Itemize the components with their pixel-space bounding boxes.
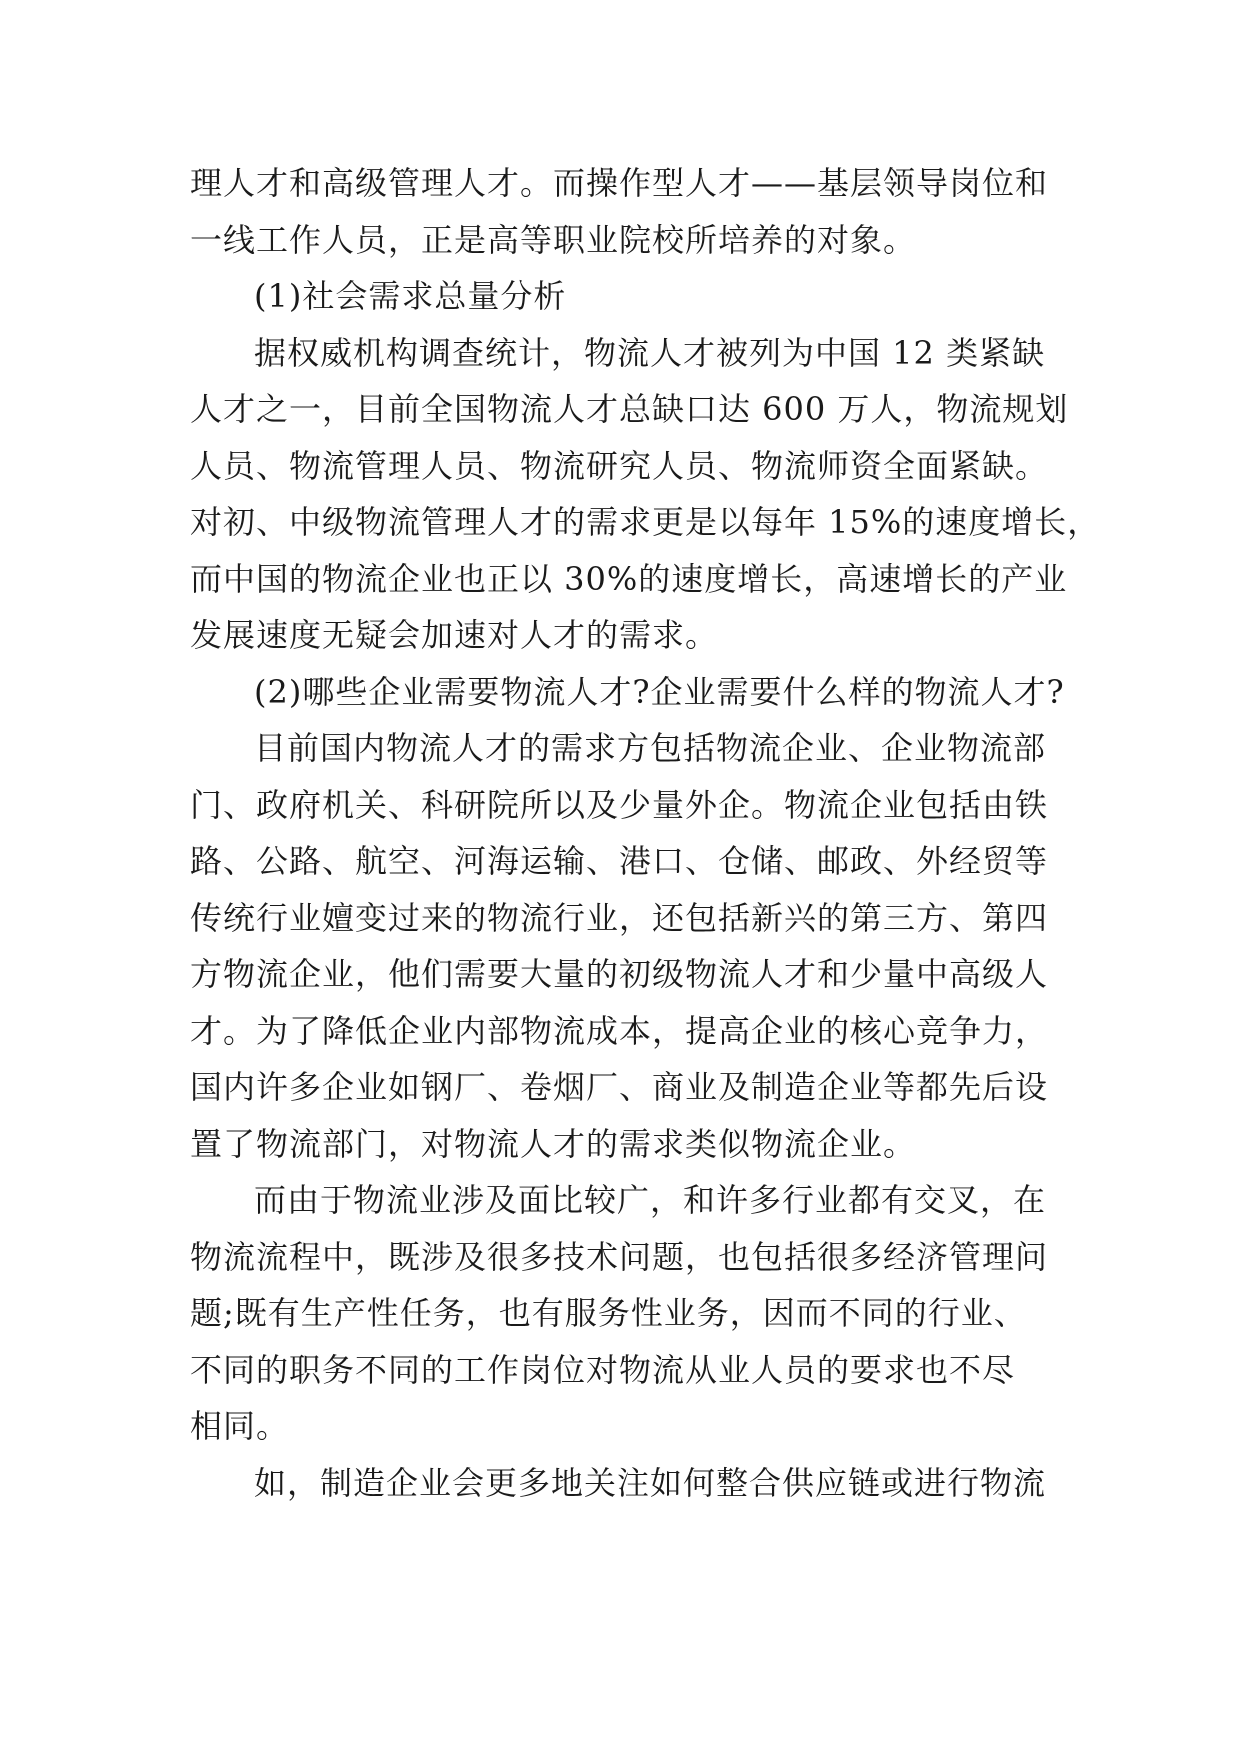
text-line: 国内许多企业如钢厂、卷烟厂、商业及制造企业等都先后设 <box>190 1068 1049 1106</box>
text-line: 方物流企业，他们需要大量的初级物流人才和少量中高级人 <box>190 955 1049 993</box>
text-line: 理人才和高级管理人才。而操作型人才——基层领导岗位和 <box>190 164 1049 202</box>
text-line: 如，制造企业会更多地关注如何整合供应链或进行物流 <box>254 1463 1047 1502</box>
text-line: 而由于物流业涉及面比较广，和许多行业都有交叉，在 <box>254 1181 1047 1219</box>
text-line: 门、政府机关、科研院所以及少量外企。物流企业包括由铁 <box>190 785 1049 824</box>
text-line: 而中国的物流企业也正以 30%的速度增长，高速增长的产业 <box>190 559 1068 598</box>
text-line: 相同。 <box>190 1407 290 1445</box>
text-line: 路、公路、航空、河海运输、港口、仓储、邮政、外经贸等 <box>190 842 1049 880</box>
text-line: 人才之一，目前全国物流人才总缺口达 600 万人，物流规划 <box>190 390 1069 428</box>
text-line: 物流流程中，既涉及很多技术问题，也包括很多经济管理问 <box>190 1237 1049 1276</box>
text-line: 发展速度无疑会加速对人才的需求。 <box>190 616 719 654</box>
text-line: 不同的职务不同的工作岗位对物流从业人员的要求也不尽 <box>190 1350 1016 1389</box>
section-heading: (1)社会需求总量分析 <box>254 277 567 315</box>
text-line: 才。为了降低企业内部物流成本，提高企业的核心竞争力， <box>190 1011 1049 1050</box>
text-line: 题;既有生产性任务，也有服务性业务，因而不同的行业、 <box>190 1294 1027 1332</box>
section-heading: (2)哪些企业需要物流人才?企业需要什么样的物流人才? <box>254 672 1065 711</box>
text-line: 目前国内物流人才的需求方包括物流企业、企业物流部 <box>254 729 1047 767</box>
text-line: 据权威机构调查统计，物流人才被列为中国 12 类紧缺 <box>254 333 1046 372</box>
text-line: 对初、中级物流管理人才的需求更是以每年 15%的速度增长， <box>190 503 1101 541</box>
text-line: 人员、物流管理人员、物流研究人员、物流师资全面紧缺。 <box>190 446 1049 485</box>
document-body <box>190 155 1101 1511</box>
text-line: 传统行业嬗变过来的物流行业，还包括新兴的第三方、第四 <box>190 898 1049 937</box>
text-line: 置了物流部门，对物流人才的需求类似物流企业。 <box>190 1124 917 1163</box>
text-line: 一线工作人员，正是高等职业院校所培养的对象。 <box>190 220 917 259</box>
